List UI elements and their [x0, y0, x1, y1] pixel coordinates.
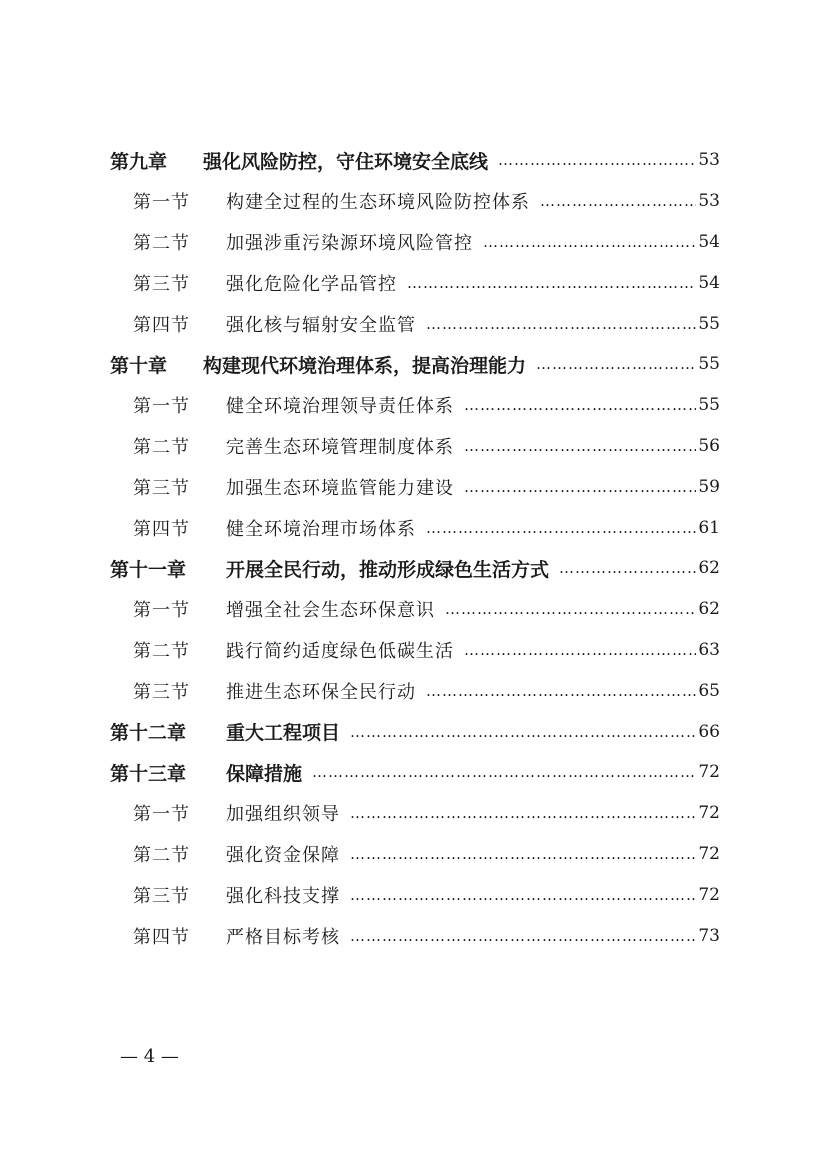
toc-section-entry[interactable]: [0, 834, 827, 875]
toc-entry-page: 55: [698, 354, 720, 375]
toc-entry-number: 第一节: [133, 192, 190, 214]
toc-entry-title: 强化科技支撑: [226, 885, 340, 907]
toc-entry-title: 完善生态环境管理制度体系: [226, 436, 454, 458]
toc-section-entry[interactable]: [0, 262, 827, 303]
toc-leader-dots: [426, 682, 696, 700]
toc-section-entry[interactable]: [0, 507, 827, 548]
toc-section-entry[interactable]: [0, 222, 827, 263]
toc-entry-page: 53: [698, 150, 720, 171]
toc-section-entry[interactable]: [0, 181, 827, 222]
toc-leader-dots: [350, 886, 696, 904]
toc-entry-number: 第一节: [133, 600, 190, 622]
toc-leader-dots: [445, 600, 696, 618]
toc-entry-number: 第二节: [133, 844, 190, 866]
toc-leader-dots: [540, 192, 696, 210]
toc-leader-dots: [350, 845, 696, 863]
toc-entry-number: 第二节: [133, 232, 190, 254]
toc-entry-page: 55: [698, 313, 720, 334]
toc-entry-title: 强化核与辐射安全监管: [226, 314, 416, 336]
toc-entry-number: 第二节: [133, 436, 190, 458]
toc-entry-title: 加强组织领导: [226, 804, 340, 826]
toc-entry-page: 54: [698, 272, 720, 293]
toc-leader-dots: [464, 641, 696, 659]
toc-leader-dots: [312, 763, 696, 781]
page-number: — 4 —: [120, 1046, 179, 1067]
toc-chapter-entry[interactable]: [0, 140, 827, 181]
toc-entry-number: 第十二章: [110, 722, 187, 745]
toc-section-entry[interactable]: [0, 915, 827, 956]
toc-entry-page: 55: [698, 395, 720, 416]
toc-leader-dots: [559, 559, 696, 577]
toc-entry-page: 56: [698, 435, 720, 456]
toc-entry-page: 72: [698, 762, 720, 783]
toc-leader-dots: [426, 315, 696, 333]
toc-entry-number: 第一节: [133, 804, 190, 826]
toc-entry-number: 第一节: [133, 396, 190, 418]
toc-leader-dots: [464, 478, 696, 496]
toc-entry-title: 构建现代环境治理体系，提高治理能力: [203, 354, 527, 377]
toc-entry-number: 第九章: [110, 150, 168, 173]
toc-entry-page: 65: [698, 680, 720, 701]
toc-leader-dots: [464, 396, 696, 414]
toc-section-entry[interactable]: [0, 466, 827, 507]
toc-section-entry[interactable]: [0, 385, 827, 426]
toc-entry-page: 72: [698, 843, 720, 864]
toc-entry-title: 开展全民行动，推动形成绿色生活方式: [226, 558, 550, 581]
toc-section-entry[interactable]: [0, 426, 827, 467]
toc-leader-dots: [426, 519, 696, 537]
toc-entry-title: 构建全过程的生态环境风险防控体系: [226, 192, 530, 214]
toc-entry-number: 第三节: [133, 477, 190, 499]
toc-chapter-entry[interactable]: [0, 548, 827, 589]
toc-entry-page: 61: [698, 517, 720, 538]
toc-entry-page: 66: [698, 721, 720, 742]
toc-entry-number: 第十章: [110, 354, 168, 377]
toc-entry-title: 健全环境治理市场体系: [226, 518, 416, 540]
toc-entry-page: 73: [698, 925, 720, 946]
toc-entry-number: 第十一章: [110, 558, 187, 581]
toc-chapter-entry[interactable]: [0, 344, 827, 385]
toc-entry-title: 健全环境治理领导责任体系: [226, 396, 454, 418]
toc-leader-dots: [483, 233, 696, 251]
toc-entry-number: 第四节: [133, 926, 190, 948]
toc-entry-title: 强化风险防控，守住环境安全底线: [203, 150, 489, 173]
toc-entry-title: 践行简约适度绿色低碳生活: [226, 640, 454, 662]
toc-entry-page: 53: [698, 191, 720, 212]
toc-entry-title: 增强全社会生态环保意识: [226, 600, 435, 622]
toc-entry-title: 加强生态环境监管能力建设: [226, 477, 454, 499]
toc-chapter-entry[interactable]: [0, 752, 827, 793]
toc-section-entry[interactable]: [0, 670, 827, 711]
toc-entry-page: 63: [698, 639, 720, 660]
toc-leader-dots: [350, 927, 696, 945]
toc-section-entry[interactable]: [0, 630, 827, 671]
toc-leader-dots: [536, 355, 696, 373]
toc-entry-title: 强化危险化学品管控: [226, 273, 397, 295]
toc-leader-dots: [350, 723, 696, 741]
toc-entry-number: 第十三章: [110, 762, 187, 785]
toc-leader-dots: [350, 804, 696, 822]
toc-entry-page: 72: [698, 803, 720, 824]
toc-entry-title: 推进生态环保全民行动: [226, 681, 416, 703]
table-of-contents: [0, 140, 827, 956]
toc-section-entry[interactable]: [0, 874, 827, 915]
toc-entry-number: 第三节: [133, 273, 190, 295]
toc-entry-number: 第三节: [133, 885, 190, 907]
toc-entry-page: 54: [698, 231, 720, 252]
toc-leader-dots: [407, 274, 696, 292]
toc-leader-dots: [498, 151, 696, 169]
toc-entry-title: 加强涉重污染源环境风险管控: [226, 232, 473, 254]
toc-entry-page: 72: [698, 884, 720, 905]
toc-entry-title: 严格目标考核: [226, 926, 340, 948]
toc-entry-number: 第三节: [133, 681, 190, 703]
toc-entry-number: 第四节: [133, 314, 190, 336]
toc-leader-dots: [464, 437, 696, 455]
toc-entry-page: 59: [698, 476, 720, 497]
toc-entry-title: 重大工程项目: [226, 722, 341, 745]
toc-entry-title: 保障措施: [226, 762, 303, 785]
toc-entry-number: 第二节: [133, 640, 190, 662]
toc-entry-title: 强化资金保障: [226, 844, 340, 866]
toc-entry-page: 62: [698, 558, 720, 579]
toc-section-entry[interactable]: [0, 793, 827, 834]
toc-entry-number: 第四节: [133, 518, 190, 540]
toc-section-entry[interactable]: [0, 303, 827, 344]
toc-section-entry[interactable]: [0, 589, 827, 630]
toc-entry-page: 62: [698, 599, 720, 620]
toc-chapter-entry[interactable]: [0, 711, 827, 752]
